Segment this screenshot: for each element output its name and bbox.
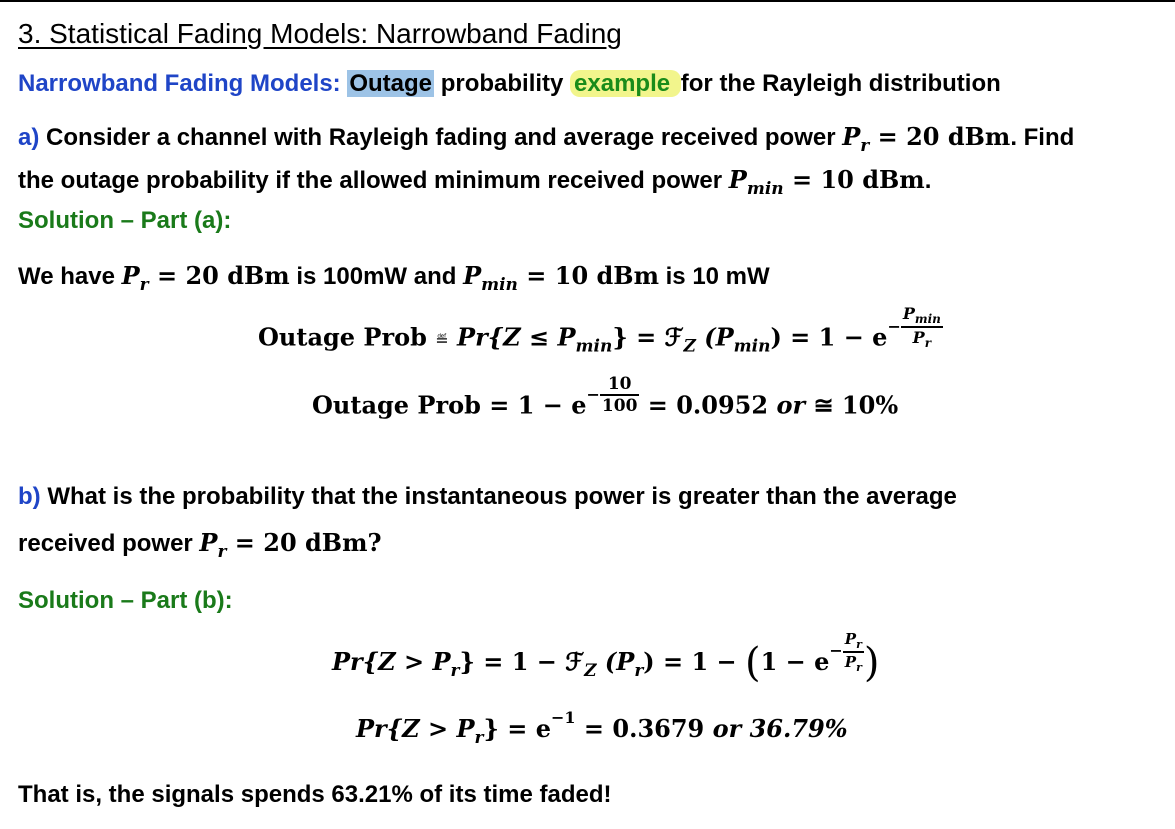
equation-outage-definition: Outage Prob ≝ $Pr\{Z \le P_{min}\}$ = ℱ$_Z$ $(P_{min}) = 1 - e^{- \frac{P_{min}}{P_r}}$ xyxy=(258,304,941,357)
eq2-approx: ≅ 10% xyxy=(805,390,899,420)
part-a-line1: Consider a channel with Rayleigh fading and average received power xyxy=(39,124,843,151)
eq4-or: or xyxy=(712,714,742,743)
solution-a-we-have: We have $P_r = 20$ dBm is 100mW and $P_{min} = 10$ dBm is 10 mW xyxy=(18,261,770,295)
part-a-line2-end: . xyxy=(924,166,932,194)
subtitle-outage-highlight: Outage xyxy=(349,70,433,97)
part-a-line1-end: . Find xyxy=(1010,124,1075,151)
eq1-fz: (P xyxy=(704,322,734,352)
part-b-line2: received power xyxy=(18,530,200,557)
part-b-label: b) xyxy=(18,483,41,510)
part-b-line1: What is the probability that the instantaneous power is greater than the average xyxy=(40,483,957,510)
eq3-tail: ) = 1 − xyxy=(643,647,745,676)
conclusion-text: That is, the signals spends 63.21% of its time faded! xyxy=(18,781,612,808)
eq4-percent: 36.79% xyxy=(741,714,848,743)
part-a-pr-value: = 20 dBm xyxy=(869,122,1011,151)
we-have-text: We have xyxy=(18,263,122,290)
solution-a-heading: Solution – Part (a): xyxy=(18,207,232,234)
equation-prob-value: $Pr\{Z > P_r\} = e^{-1} = 0.3679$ or 36.79% xyxy=(356,708,848,748)
eq2-body: = 1 − e xyxy=(480,390,587,420)
part-a-line2: the outage probability if the allowed minimum received power xyxy=(18,166,729,194)
solution-b-heading: Solution – Part (b): xyxy=(18,587,233,614)
top-rule xyxy=(0,0,1175,2)
subtitle-suffix: for the Rayleigh distribution xyxy=(680,70,1001,97)
eq3-fz: (P xyxy=(604,647,635,676)
eq2-exp-num: 10 xyxy=(600,374,640,396)
equation-prob-greater: $Pr\{Z > P_r\} = 1$ − ℱ$_Z$ $(P_r) = 1 - (1 - e^{- \frac{P_r}{P_r}}$ ) xyxy=(332,629,880,686)
is-10mw: is 10 mW xyxy=(658,263,770,290)
part-a-question: a) Consider a channel with Rayleigh fading and average received power $P_r = 20$ dBm. Find the outage probability if the allowed minimum received power $P_{min} = 10$ dBm. xyxy=(18,122,1075,199)
eq1-mid: } = ℱ xyxy=(612,322,684,352)
subtitle-mid: probability xyxy=(434,70,571,97)
is-100mw: is 100mW and xyxy=(289,263,464,290)
equation-outage-value: Outage Prob = $1 - e^{- \frac{10}{100}}$ = 0.0952 or ≅ 10% xyxy=(312,374,899,420)
part-b-question: b) What is the probability that the instantaneous power is greater than the average received power $P_r = 20$ dBm? xyxy=(18,483,957,562)
eq3-mid: } = 1 − ℱ xyxy=(459,647,585,676)
part-a-label: a) xyxy=(18,124,40,151)
part-a-pmin-value: = 10 dBm xyxy=(783,164,925,194)
eq4-exponent: −1 xyxy=(551,708,576,727)
eq2-result: = 0.0952 xyxy=(639,390,777,420)
eq3-inner: 1 − e xyxy=(760,647,830,676)
eq4-result: = 0.3679 xyxy=(575,714,713,743)
eq1-def-symbol: ≝ xyxy=(435,330,449,350)
subtitle xyxy=(18,70,1001,98)
pr-value: = 20 dBm xyxy=(148,261,290,290)
part-b-pr-value: = 20 dBm? xyxy=(226,528,382,557)
page-title: 3. Statistical Fading Models: Narrowband Fading xyxy=(18,18,622,49)
eq4-left: Pr{Z > P xyxy=(356,714,475,743)
eq2-label: Outage Prob xyxy=(312,390,481,420)
eq1-label: Outage Prob xyxy=(258,322,427,352)
eq1-tail: ) = 1 − e xyxy=(770,322,888,352)
eq2-or: or xyxy=(776,390,806,420)
eq3-left: Pr{Z > P xyxy=(332,647,451,676)
pmin-value: = 10 dBm xyxy=(517,261,659,290)
eq1-exp-num: P xyxy=(902,304,915,323)
eq1-body: Pr{Z ≤ P xyxy=(457,322,576,352)
eq1-exp-den: P xyxy=(912,328,925,348)
eq4-mid: } = e xyxy=(483,714,552,743)
subtitle-example-highlight: example xyxy=(570,70,681,97)
subtitle-prefix: Narrowband Fading Models: xyxy=(18,70,348,97)
eq2-exp-den: 100 xyxy=(601,396,638,416)
